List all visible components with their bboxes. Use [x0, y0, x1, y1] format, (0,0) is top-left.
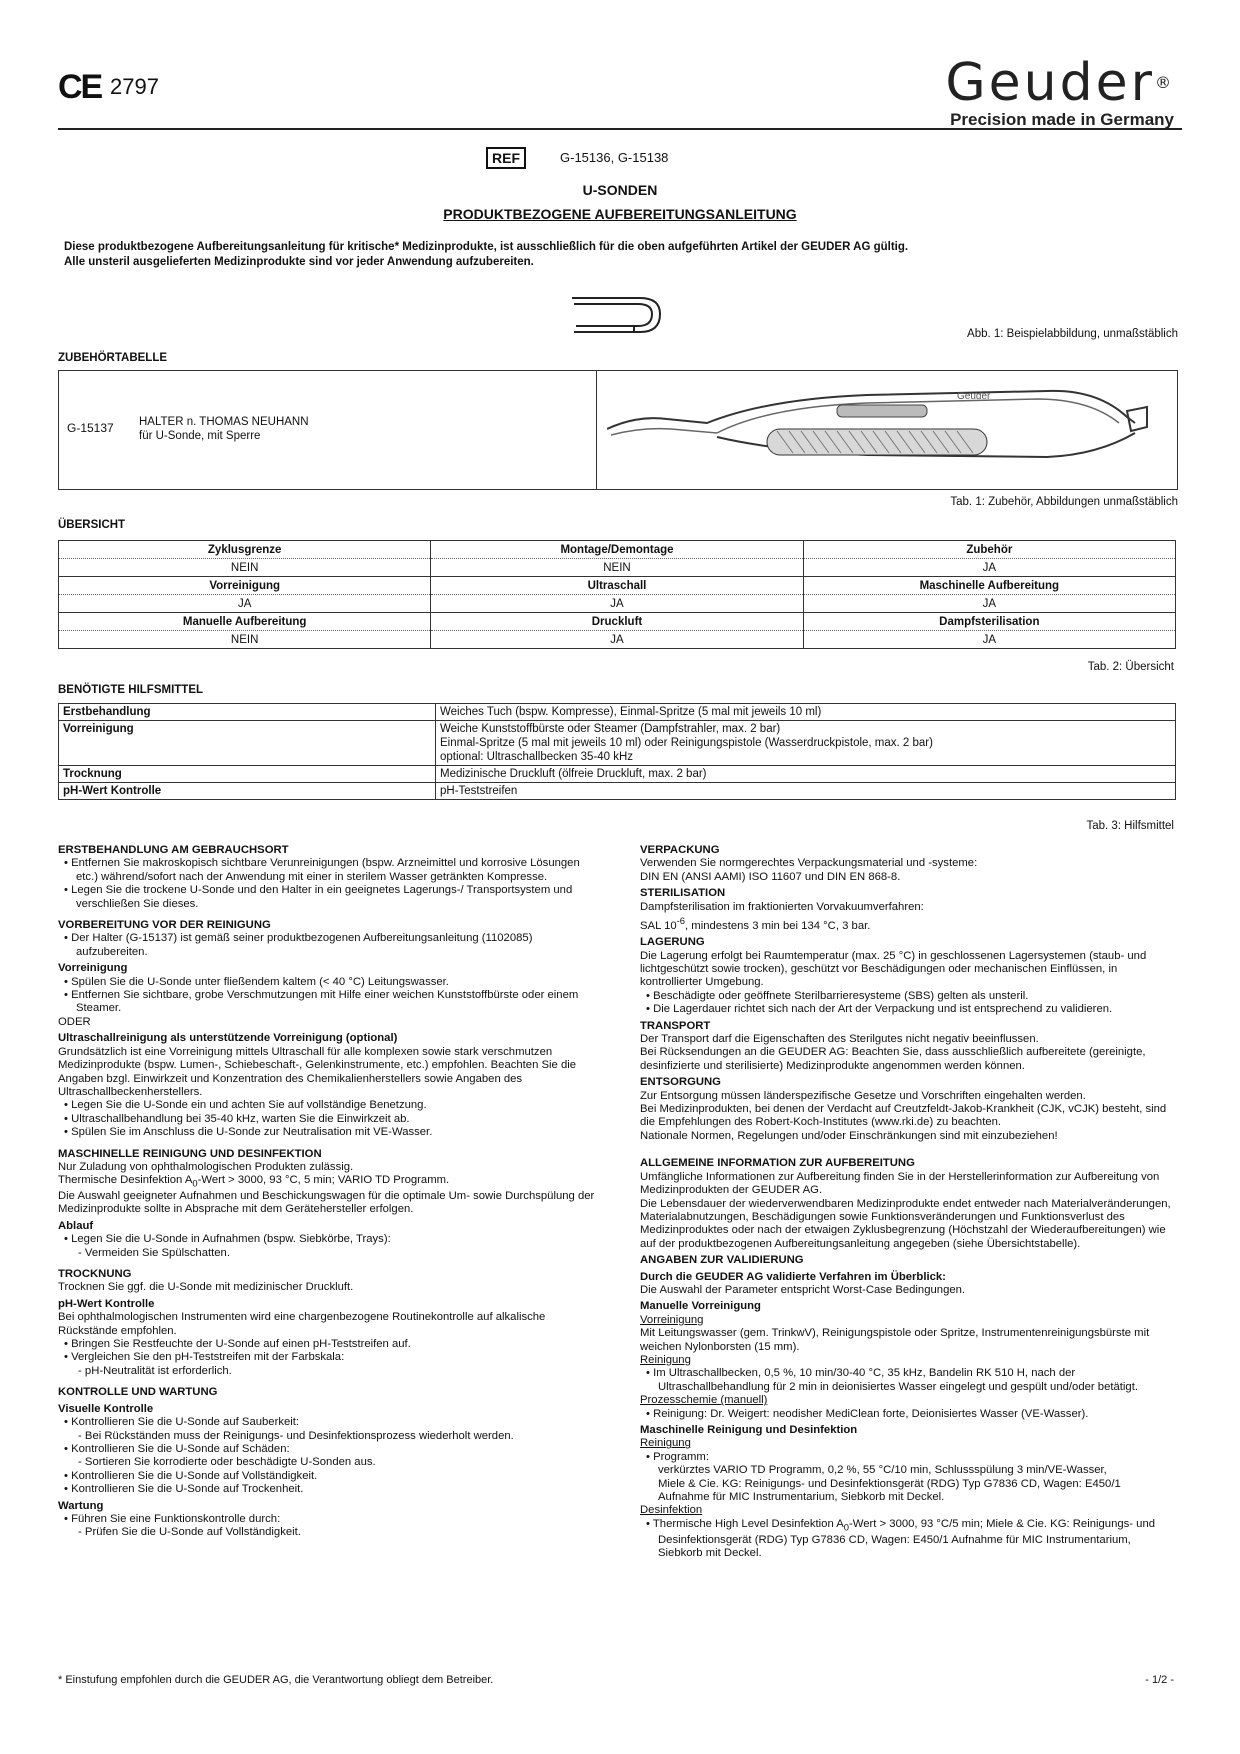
paragraph: Trocknen Sie ggf. die U-Sonde mit medizinischer Druckluft.: [58, 1281, 354, 1294]
table-caption: Tab. 1: Zubehör, Abbildungen unmaßstäblich: [950, 496, 1178, 508]
paragraph: Nur Zuladung von ophthalmologischen Produkten zulässig.: [58, 1160, 354, 1173]
table-cell: JA: [803, 559, 1175, 577]
intro-line: Alle unsteril ausgelieferten Medizinprodukte sind vor jeder Anwendung aufzubereiten.: [64, 256, 534, 268]
bullet-item: • Reinigung: Dr. Weigert: neodisher MediClean forte, Deionisiertes Wasser (VE-Wasser).: [646, 1407, 1089, 1420]
bullet-item: • Die Lagerdauer richtet sich nach der Art der Verpackung und ist entsprechend zu validieren.: [646, 1003, 1113, 1016]
section-heading-zubehoer: ZUBEHÖRTABELLE: [58, 352, 168, 364]
table-caption: Tab. 3: Hilfsmittel: [1086, 820, 1174, 832]
subsection-heading: Vorreinigung: [58, 962, 128, 975]
table-row: [59, 559, 1176, 577]
subsection-heading: Visuelle Kontrolle: [58, 1402, 154, 1415]
bullet-item: • Legen Sie die trockene U-Sonde und den Halter in ein geeignetes Lagerungs-/ Transportsystem und verschließen Sie dieses.: [64, 884, 573, 910]
table-key-cell: Vorreinigung: [59, 721, 436, 766]
table-header-cell: Vorreinigung: [59, 577, 431, 595]
table-key-cell: Erstbehandlung: [59, 704, 436, 721]
section-heading: ANGABEN ZUR VALIDIERUNG: [640, 1254, 804, 1267]
table-row: [59, 541, 1176, 559]
section-heading: LAGERUNG: [640, 936, 705, 949]
underlined-label: Reinigung: [640, 1437, 691, 1450]
aids-table: [58, 703, 1176, 800]
table-row: [59, 595, 1176, 613]
paragraph: Verwenden Sie normgerechtes Verpackungsmaterial und -systeme:: [640, 857, 978, 870]
accessory-description: [139, 415, 309, 443]
table-cell: [436, 783, 1176, 800]
cell-line: Einmal-Spritze (5 mal mit jeweils 10 ml) oder Reinigungspistole (Wasserdruckpistole, max. 2 bar): [440, 737, 933, 749]
accessory-table: [58, 370, 1178, 490]
bullet-item: • Thermische High Level Desinfektion $A_0$-Wert > 3000, 93 °C/5 min; Miele & Cie. KG: Reinigungs- und Desinfektionsgerät (RDG) Typ G7836 CD, Wagen: E450/1 Aufnahme für MIC Instrumentarium, Siebkorb mit Deckel.: [646, 1517, 1156, 1559]
section-heading: ENTSORGUNG: [640, 1076, 721, 1089]
bullet-item: • Entfernen Sie makroskopisch sichtbare Verunreinigungen (bspw. Arzneimittel und korrosive Lösungen etc.) während/sofort nach der Anwendung mit einer in sterilem Wasser getränkten Kompresse.: [64, 857, 580, 883]
underlined-label: Reinigung: [640, 1353, 691, 1366]
cell-line: optional: Ultraschallbecken 35-40 kHz: [440, 751, 634, 763]
bullet-item: • Spülen Sie im Anschluss die U-Sonde zur Neutralisation mit VE-Wasser.: [64, 1126, 433, 1139]
table-caption: Tab. 2: Übersicht: [1087, 661, 1174, 673]
table-cell: JA: [59, 595, 431, 613]
paragraph: Umfängliche Informationen zur Aufbereitung finden Sie in der Herstellerinformation zur Aufbereitung von Medizinprodukten der GEUDER AG.: [640, 1170, 1160, 1197]
table-key-cell: pH-Wert Kontrolle: [59, 783, 436, 800]
table-cell: NEIN: [59, 631, 431, 649]
table-row: [59, 577, 1176, 595]
table-header-cell: Druckluft: [431, 613, 803, 631]
section-heading: KONTROLLE UND WARTUNG: [58, 1386, 218, 1399]
table-header-cell: Montage/Demontage: [431, 541, 803, 559]
table-cell: NEIN: [431, 559, 803, 577]
program-line: verkürztes VARIO TD Programm, 0,2 %, 55 °C/10 min, Schlussspülung 3 min/VE-Wasser,: [658, 1464, 1107, 1477]
subsection-heading: Wartung: [58, 1499, 104, 1512]
accessory-name: HALTER n. THOMAS NEUHANN: [139, 416, 309, 428]
section-heading-hilfsmittel: BENÖTIGTE HILFSMITTEL: [58, 684, 204, 696]
table-cell: JA: [431, 595, 803, 613]
section-heading: TRANSPORT: [640, 1019, 711, 1032]
table-cell: [436, 704, 1176, 721]
table-row: [59, 783, 1176, 800]
bullet-item: • Bringen Sie Restfeuchte der U-Sonde auf einen pH-Teststreifen auf.: [64, 1338, 411, 1351]
paragraph: Zur Entsorgung müssen länderspezifische Gesetze und Vorschriften eingehalten werden.: [640, 1089, 1086, 1102]
paragraph: SAL $10^{-6}$, mindestens 3 min bei 134 °C, 3 bar.: [640, 915, 871, 932]
table-cell: JA: [803, 595, 1175, 613]
paragraph: Bei ophthalmologischen Instrumenten wird eine chargenbezogene Routinekontrolle auf alkalische Rückstände empfohlen.: [58, 1311, 546, 1337]
bullet-item: • Kontrollieren Sie die U-Sonde auf Vollständigkeit.: [64, 1469, 318, 1482]
intro-text: [64, 240, 1164, 270]
subsection-heading: Durch die GEUDER AG validierte Verfahren im Überblick:: [640, 1270, 946, 1283]
section-heading: MASCHINELLE REINIGUNG UND DESINFEKTION: [58, 1147, 322, 1160]
paragraph: Bei Medizinprodukten, bei denen der Verdacht auf Creutzfeldt-Jakob-Krankheit (CJK, vCJK) besteht, sind die Empfehlungen des Robert-Koch-Institutes (www.rki.de) zu beachten.: [640, 1103, 1167, 1129]
table-header-cell: Manuelle Aufbereitung: [59, 613, 431, 631]
left-column: [58, 844, 598, 1540]
table-cell: NEIN: [59, 559, 431, 577]
program-line: Aufnahme für MIC Instrumentarium, Siebkorb mit Deckel.: [658, 1491, 945, 1504]
table-row: [59, 721, 1176, 766]
paragraph: Thermische Desinfektion $A_0$-Wert > 3000, 93 °C, 5 min; VARIO TD Programm.: [58, 1174, 450, 1189]
paragraph: Die Auswahl der Parameter entspricht Worst-Case Bedingungen.: [640, 1283, 966, 1296]
logo-wordmark: Geuder: [945, 53, 1155, 113]
table-header-cell: Zubehör: [803, 541, 1175, 559]
bullet-item: • Ultraschallbehandlung bei 35-40 kHz, warten Sie die Einwirkzeit ab.: [64, 1112, 410, 1125]
table-header-cell: Zyklusgrenze: [59, 541, 431, 559]
section-heading: STERILISATION: [640, 887, 726, 900]
footnote: * Einstufung empfohlen durch die GEUDER AG, die Verantwortung obliegt dem Betreiber.: [58, 1674, 494, 1686]
bullet-item: • Der Halter (G-15137) ist gemäß seiner produktbezogenen Aufbereitungsanleitung (1102085) aufzubereiten.: [64, 932, 533, 958]
notified-body-number: 2797: [110, 74, 159, 99]
underlined-label: Vorreinigung: [640, 1313, 704, 1326]
sub-item: - Bei Rückständen muss der Reinigungs- und Desinfektionsprozess wiederholt werden.: [78, 1429, 514, 1442]
bullet-item: • Entfernen Sie sichtbare, grobe Verschmutzungen mit Hilfe einer weichen Kunststoffbürste oder einem Steamer.: [64, 989, 579, 1015]
accessory-code: G-15137: [67, 421, 114, 435]
paragraph: Bei Rücksendungen an die GEUDER AG: Beachten Sie, dass ausschließlich aufbereitete (gereinigte, desinfizierte und sterilisierte) Medizinprodukte angenommen werden können.: [640, 1046, 1146, 1072]
ref-numbers: G-15136, G-15138: [560, 150, 669, 165]
section-heading: VORBEREITUNG VOR DER REINIGUNG: [58, 919, 271, 932]
holder-illustration: [607, 377, 1169, 483]
paragraph: Der Transport darf die Eigenschaften des Sterilgutes nicht negativ beeinflussen.: [640, 1033, 1039, 1046]
paragraph: Nationale Normen, Regelungen und/oder Einschränkungen sind mit einzubeziehen!: [640, 1129, 1058, 1142]
table-cell: [436, 721, 1176, 766]
table-row: [59, 766, 1176, 783]
table-row: [59, 704, 1176, 721]
geuder-logo: [945, 53, 1174, 130]
table-cell: JA: [431, 631, 803, 649]
bullet-item: • Programm:: [646, 1450, 709, 1463]
or-separator: ODER: [58, 1015, 91, 1028]
bullet-item: • Kontrollieren Sie die U-Sonde auf Schäden:: [64, 1442, 290, 1455]
bullet-item: • Spülen Sie die U-Sonde unter fließendem kaltem (< 40 °C) Leitungswasser.: [64, 975, 449, 988]
bullet-item: • Beschädigte oder geöffnete Sterilbarrieresysteme (SBS) gelten als unsteril.: [646, 989, 1029, 1002]
sub-item: - Vermeiden Sie Spülschatten.: [78, 1246, 230, 1259]
cell-line: Weiches Tuch (bspw. Kompresse), Einmal-Spritze (5 mal mit jeweils 10 ml): [440, 706, 822, 718]
section-heading: ERSTBEHANDLUNG AM GEBRAUCHSORT: [58, 844, 289, 856]
underlined-label: Prozesschemie (manuell): [640, 1394, 768, 1407]
table-key-cell: Trocknung: [59, 766, 436, 783]
sub-item: - Prüfen Sie die U-Sonde auf Vollständigkeit.: [78, 1526, 301, 1539]
paragraph: Die Lagerung erfolgt bei Raumtemperatur (max. 25 °C) in geschlossenen Lagersystemen (staub- und lichtgeschützt sowie trocken), geschützt vor Beschädigungen oder mechanischen Einflüssen, in kontrollierter Umgebung.: [640, 949, 1147, 989]
subsection-heading: pH-Wert Kontrolle: [58, 1297, 155, 1310]
document-subtitle: PRODUKTBEZOGENE AUFBEREITUNGSANLEITUNG: [443, 206, 797, 222]
overview-table: [58, 540, 1176, 649]
subsection-heading: Manuelle Vorreinigung: [640, 1300, 761, 1313]
logo-tagline: Precision made in Germany: [950, 110, 1174, 129]
table-cell: JA: [803, 631, 1175, 649]
holder-engraving: Geuder: [957, 391, 991, 402]
bullet-item: • Legen Sie die U-Sonde ein und achten Sie auf vollständige Benetzung.: [64, 1099, 427, 1112]
document-title: U-SONDEN: [582, 182, 658, 198]
section-heading: ALLGEMEINE INFORMATION ZUR AUFBEREITUNG: [640, 1157, 915, 1170]
table-row: [59, 613, 1176, 631]
section-heading-uebersicht: ÜBERSICHT: [58, 519, 126, 531]
u-sonde-illustration: [570, 292, 670, 338]
table-header-cell: Maschinelle Aufbereitung: [803, 577, 1175, 595]
bullet-item: • Legen Sie die U-Sonde in Aufnahmen (bspw. Siebkörbe, Trays):: [64, 1233, 391, 1246]
cell-line: Medizinische Druckluft (ölfreie Druckluft, max. 2 bar): [440, 768, 707, 780]
paragraph: Die Auswahl geeigneter Aufnahmen und Beschickungswagen für die optimale Um- sowie Durchspülung der Medizinprodukte sollte in Absprache mit dem Gerätehersteller erfolgen.: [58, 1190, 595, 1216]
subsection-heading: Maschinelle Reinigung und Desinfektion: [640, 1424, 858, 1437]
paragraph: Die Lebensdauer der wiederverwendbaren Medizinprodukte endet entweder nach Materialveränderungen, Materialabnutzungen, Beschädigungen sowie Funktionsveränderungen und Funktionsverlust des Medizinproduktes oder nach der etwaigen Zyklusbegrenzung (Höchstzahl der Wiederaufbereitungen) wie auf der produktbezogenen Aufbereitungsanleitung angegeben (siehe Übersichtstabelle).: [640, 1197, 1171, 1250]
page-number: - 1/2 -: [1145, 1674, 1174, 1686]
cell-line: pH-Teststreifen: [440, 785, 518, 797]
program-line: Miele & Cie. KG: Reinigungs- und Desinfektionsgerät (RDG) Typ G7836 CD, Wagen: E450/1: [658, 1477, 1121, 1490]
intro-line: Diese produktbezogene Aufbereitungsanleitung für kritische* Medizinprodukte, ist ausschließlich für die oben aufgeführten Artikel der GEUDER AG gültig.: [64, 241, 909, 253]
bullet-item: • Kontrollieren Sie die U-Sonde auf Sauberkeit:: [64, 1416, 300, 1429]
table-cell: [436, 766, 1176, 783]
ce-mark: CE: [58, 68, 102, 106]
paragraph: Grundsätzlich ist eine Vorreinigung mittels Ultraschall für alle komplexen sowie stark verschmutzen Medizinprodukte (bspw. Lumen-, Schiebeschaft-, Gelenkinstrumente, etc.) empfohlen. Beachten Sie die Angaben bzgl. Einwirkzeit und Konzentration des Chemikalienherstellers sowie Angaben des Ultraschallbeckenherstellers.: [58, 1045, 577, 1098]
bullet-item: • Vergleichen Sie den pH-Teststreifen mit der Farbskala:: [64, 1351, 345, 1364]
section-heading: TROCKNUNG: [58, 1268, 132, 1281]
figure-caption: Abb. 1: Beispielabbildung, unmaßstäblich: [967, 328, 1178, 340]
underlined-label: Desinfektion: [640, 1504, 703, 1517]
section-heading: VERPACKUNG: [640, 844, 720, 856]
table-row: [59, 631, 1176, 649]
subsection-heading: Ablauf: [58, 1219, 94, 1232]
paragraph: DIN EN (ANSI AAMI) ISO 11607 und DIN EN 868-8.: [640, 870, 901, 883]
sub-item: - pH-Neutralität ist erforderlich.: [78, 1364, 232, 1377]
right-column: [640, 844, 1176, 1560]
accessory-detail: für U-Sonde, mit Sperre: [139, 430, 261, 442]
registered-mark: ®: [1155, 73, 1174, 92]
paragraph: Mit Leitungswasser (gem. TrinkwV), Reinigungspistole oder Spritze, Instrumentenreinigungsbürste mit weichen Nylonborsten (15 mm).: [640, 1327, 1150, 1353]
paragraph: Dampfsterilisation im fraktionierten Vorvakuumverfahren:: [640, 900, 924, 913]
table-header-cell: Ultraschall: [431, 577, 803, 595]
bullet-item: • Kontrollieren Sie die U-Sonde auf Trockenheit.: [64, 1483, 304, 1496]
table-divider: [596, 371, 597, 489]
header-divider: [58, 128, 1182, 130]
subsection-heading: Ultraschallreinigung als unterstützende Vorreinigung (optional): [58, 1032, 398, 1045]
table-header-cell: Dampfsterilisation: [803, 613, 1175, 631]
ref-symbol: REF: [486, 147, 526, 169]
sub-item: - Sortieren Sie korrodierte oder beschädigte U-Sonden aus.: [78, 1456, 376, 1469]
bullet-item: • Führen Sie eine Funktionskontrolle durch:: [64, 1512, 281, 1525]
bullet-item: • Im Ultraschallbecken, 0,5 %, 10 min/30-40 °C, 35 kHz, Bandelin RK 510 H, nach der Ultraschallbehandlung für 2 min in deionisiertes Wasser eingelegt und gespült und/oder betätigt.: [646, 1367, 1138, 1393]
cell-line: Weiche Kunststoffbürste oder Steamer (Dampfstrahler, max. 2 bar): [440, 723, 781, 735]
